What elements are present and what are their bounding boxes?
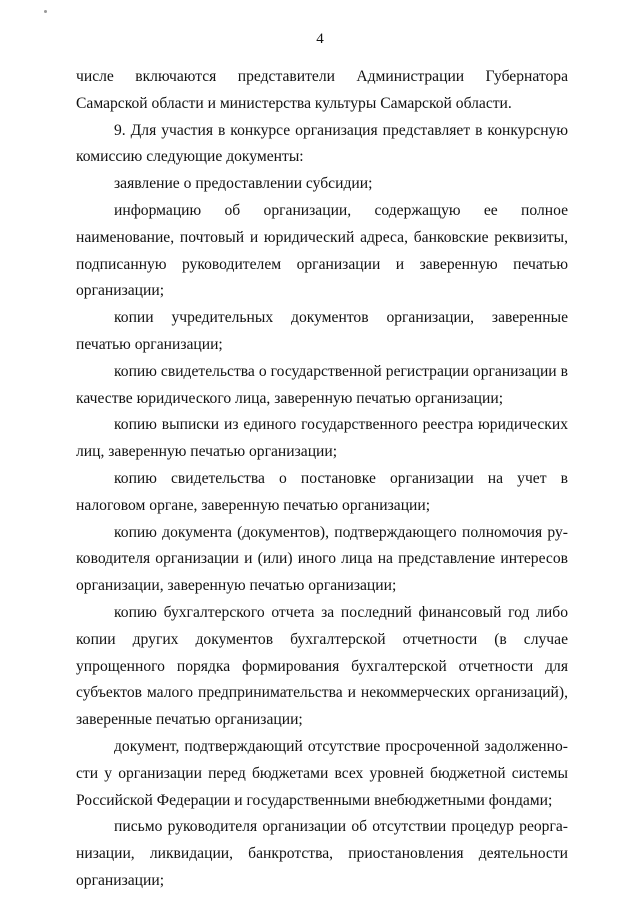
- list-item-no-debt-document: документ, подтверждающий отсутствие просроченной задолженности у организации перед бюджетами всех уровней бюджетной системы Российской Федерации и государственными внебюджетными фондами;: [76, 737, 568, 809]
- paragraph-continuation: числе включаются представители Администрации Губернатора Самарской области и министерства культуры Самарской области.: [76, 68, 568, 112]
- list-item-registration-certificate: копию свидетельства о государственной регистрации организации в качестве юридического лица, заверенную печатью организации;: [76, 362, 568, 407]
- list-item-accounting-report: копию бухгалтерского отчета за последний финансовый год либо копии других документов бухгалтерской отчетности (в случае упрощенного порядка формирования бухгалтерской отчетности для субъектов малого предпринимательства и некоммерческих организаций), заверенные печатью организации;: [76, 603, 568, 729]
- list-item-organization-info: информацию об организации, содержащую ее полное наименование, почтовый и юридический адреса, банковские реквизиты, подписанную руководителем организации и заверенную печатью организации;: [76, 201, 568, 300]
- list-item-application: заявление о предоставлении субсидии;: [114, 175, 373, 193]
- paragraph-item-9: 9. Для участия в конкурсе организация представляет в конкурсную комиссию следующие документы:: [76, 121, 568, 166]
- list-item-authority-document: копию документа (документов), подтверждающего полномочия руководителя организации и (или) иного лица на представление интересов организации, заверенную печатью организации;: [76, 523, 568, 595]
- document-body: [76, 64, 568, 895]
- list-item-register-extract: копию выписки из единого государственного реестра юридических лиц, заверенную печатью организации;: [76, 416, 568, 461]
- scan-speck: [44, 10, 47, 13]
- page-number: 4: [316, 31, 324, 47]
- list-item-tax-certificate: копию свидетельства о постановке организации на учет в налоговом органе, заверенную печатью организации;: [76, 469, 568, 514]
- list-item-founding-documents: копии учредительных документов организации, заверенные печатью организации;: [76, 309, 568, 353]
- list-item-director-letter: письмо руководителя организации об отсутствии процедур реорганизации, ликвидации, банкротства, приостановления деятельности организации;: [76, 818, 568, 889]
